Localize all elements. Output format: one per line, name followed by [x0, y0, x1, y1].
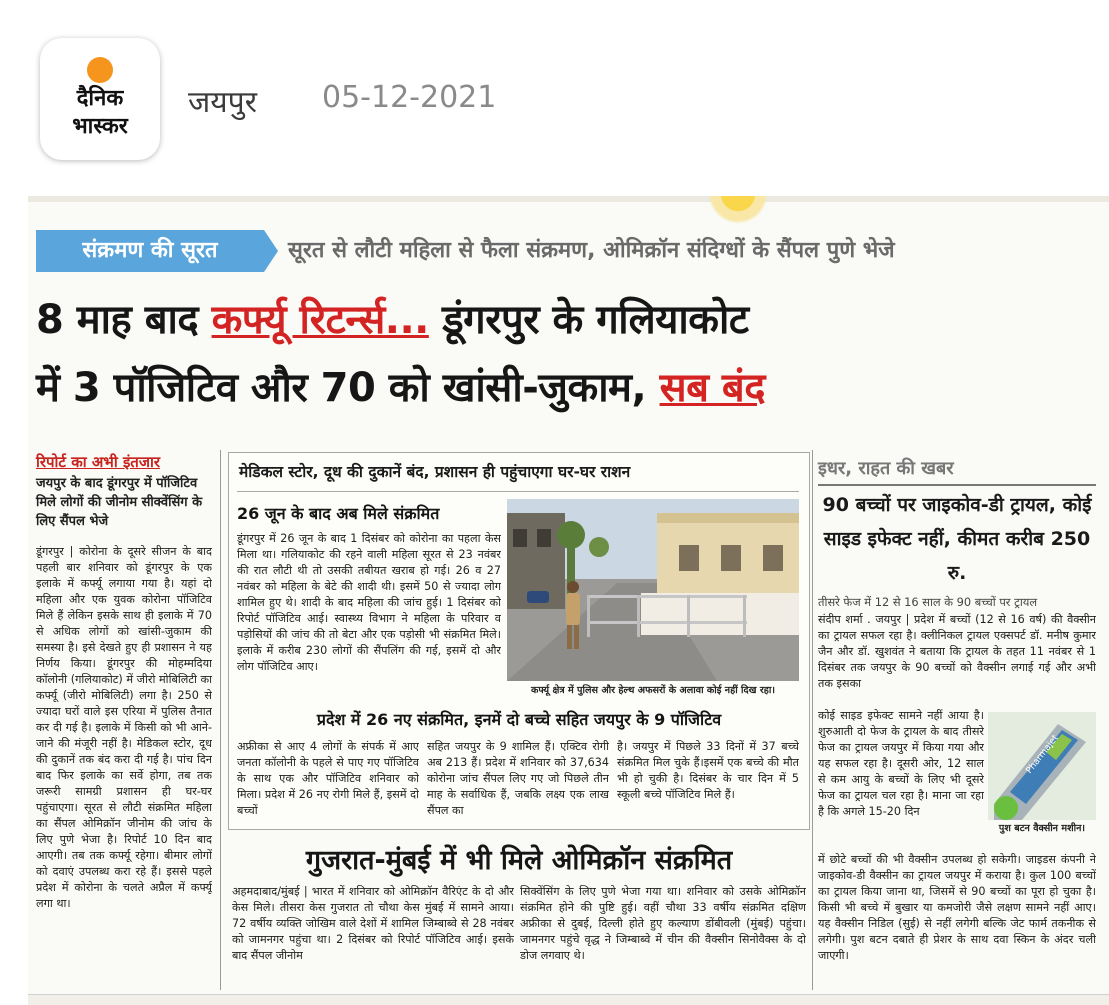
kicker-bar: [36, 226, 1098, 276]
headline-highlight: कर्फ्यू रिटर्न्स...: [211, 297, 429, 343]
kicker-text: सूरत से लौटी महिला से फैला संक्रमण, ओमिक्रॉन संदिग्धों के सैंपल पुणे भेजे: [288, 238, 895, 263]
column-divider: [812, 450, 813, 990]
street-scene-image: [507, 499, 799, 681]
left-column-subhead: जयपुर के बाद डूंगरपुर में पॉजिटिव मिले लोगों की जीनोम सीक्वेंसिंग के लिए सैंपल भेजे: [36, 476, 203, 529]
gujarat-body-col-1: अहमदाबाद/मुंबई | भारत में शनिवार को ओमिक्रॉन वैरिएंट के दो और केस मिले। तीसरा केस गुजरात तो चौथा केस मुंबई में सामने आया। 72 वर्षीय व्यक्ति जोखिम वाले देशों में शामिल जिम्बाब्वे से 28 नवंबर को जामनगर पहुंचा था। 2 दिसंबर को रिपोर्ट पॉजिटिव आई। इसके बाद सैंपल जीनोम: [232, 885, 514, 962]
middle-box-headline: मेडिकल स्टोर, दूध की दुकानें बंद, प्रशासन ही पहुंचाएगा घर-घर राशन: [239, 463, 631, 481]
column-divider: [220, 450, 221, 990]
vaccine-device-photo: [988, 712, 1096, 820]
divider: [818, 484, 1096, 486]
edition-date[interactable]: 05-12-2021: [322, 80, 497, 115]
page-bottom-edge: [28, 994, 1109, 1005]
dainik-bhaskar-logo[interactable]: [40, 38, 160, 160]
device-brand-label: Pharmajet: [1024, 733, 1061, 776]
state-headline: प्रदेश में 26 नए संक्रमित, इनमें दो बच्चे सहित जयपुर के 9 पॉजिटिव: [316, 710, 722, 729]
state-body-col-3: है। जयपुर में पिछले 33 दिनों में 37 बच्चे संक्रमित मिल चुके हैं।इसमें एक बच्चे की मौत भी हो चुकी है। दिसंबर के चार दिन में 5 स्कूली बच्चे पॉजिटिव मिले हैं।: [617, 740, 799, 801]
left-column-body: डूंगरपुर | कोरोना के दूसरे सीजन के बाद पहली बार शनिवार को डूंगरपुर के एक इलाके में कर्फ्यू लगाया गया है। यहां दो महिला और एक युवक कोरोना पॉजिटिव मिले हैं लेकिन इसके साथ ही इलाके में 70 से अधिक लोगों को खांसी-जुकाम की समस्या है। इसे देखते हुए ही प्रशासन ने यह निर्णय किया। डूंगरपुर की मोहम्मदिया कॉलोनी (गलियाकोट) में जीरो मोबिलिटी का कर्फ्यू (जीरो मोबिलिटी) लगा है। 250 से ज्यादा घरों वाले इस एरिया में पुलिस तैनात कर दी गई है। इलाके में किसी को भी आने-जाने की मंजूरी नहीं है। मेडिकल स्टोर, दूध की दुकानें तक बंद करा दी गई है। पांच दिन बाद फिर इलाके का सर्वे होगा, तब तक जरूरी सामग्री प्रशासन ही घर-घर पहुंचाएगा। सूरत से लौटी संक्रमित महिला का सैंपल ओमिक्रॉन जीनोम की जांच के लिए पुणे भेजा है। रिपोर्ट 10 दिन बाद आएगी। तब तक कर्फ्यू रहेगा। बीमार लोगों को दवाएं उपलब्ध करा रहे हैं। इससे पहले प्रदेश में कोरोना के चलते अप्रैल में कर्फ्यू लगा था।: [36, 545, 212, 910]
right-column-body-1: संदीप शर्मा . जयपुर | प्रदेश में बच्चों (12 से 16 वर्ष) की वैक्सीन का ट्रायल सफल रहा है। क्लीनिकल ट्रायल एक्सपर्ट डॉ. मनीष कुमार जैन और डॉ. खुशवंत ने बताया कि ट्रायल के तहत 11 नवंबर से 1 दिसंबर तक जयपुर के 90 बच्चों को वैक्सीन लगाई गई और अभी तक इसका: [818, 613, 1096, 690]
vaccine-device-image: [988, 712, 1096, 820]
headline-part: 8 माह बाद: [36, 297, 212, 343]
right-column-label: इधर, राहत की खबर: [818, 458, 954, 479]
headline-line-1: [36, 288, 749, 352]
photo-caption: कर्फ्यू क्षेत्र में पुलिस और हेल्थ अफसरों के अलावा कोई नहीं दिख रहा।: [531, 685, 775, 696]
gujarat-headline: गुजरात-मुंबई में भी मिले ओमिक्रॉन संक्रमित: [305, 845, 733, 876]
kicker-label: संक्रमण की सूरत: [36, 230, 264, 272]
divider: [237, 491, 799, 492]
right-column-body-2: कोई साइड इफेक्ट सामने नहीं आया है। शुरुआती दो फेज के ट्रायल के बाद तीसरे फेज का ट्रायल जयपुर में किया गया और यह सफल रहा है। दूसरी ओर, 12 साल से कम आयु के बच्चों के लिए भी दूसरे फेज का ट्रायल चल रहा है। माना जा रहा है कि अगले 15-20 दिन: [818, 709, 984, 818]
story-body: डूंगरपुर में 26 जून के बाद 1 दिसंबर को कोरोना का पहला केस मिला था। गलियाकोट की रहने वाली महिला सूरत से 23 नवंबर की रात लौटी थी तो उसकी तबीयत खराब हो गई। 26 व 27 नवंबर को महिला के बेटे की शादी थी। इसमें 50 से ज्यादा लोग शामिल हुए थे। शादी के बाद महिला की जांच हुई। 1 दिसंबर को रिपोर्ट पॉजिटिव आई। स्वास्थ्य विभाग ने महिला के परिवार व पड़ोसियों की जांच की तो बेटा और एक पड़ोसी भी संक्रमित मिले। इलाके में करीब 230 लोगों की सैंपलिंग की गई, इसमें दो और लोग पॉजिटिव आए।: [237, 532, 501, 673]
state-body-col-1: अफ्रीका से आए 4 लोगों के संपर्क में आए जनता कॉलोनी के पहले से पाए गए पॉजिटिव के साथ एक और पॉजिटिव शनिवार को मिला। प्रदेश में 26 नए रोगी मिले हैं, इसमें दो बच्चों: [237, 740, 419, 817]
middle-story-box: [228, 452, 810, 830]
headline-line-2: [36, 356, 765, 420]
right-column-subhead: तीसरे फेज में 12 से 16 साल के 90 बच्चों पर ट्रायल: [818, 595, 1038, 609]
curfew-street-photo: [507, 499, 799, 681]
right-column-headline: 90 बच्चों पर जाइकोव-डी ट्रायल, कोई साइड इफेक्ट नहीं, कीमत करीब 250 रु.: [822, 494, 1092, 584]
gujarat-body-col-2: सिक्वेंसिंग के लिए पुणे भेजा गया था। शनिवार को उसके ओमिक्रॉन संक्रमित होने की पुष्टि हुई। वहीं चौथा 33 वर्षीय संक्रमित दक्षिण अफ्रीका से दुबई, दिल्ली होते हुए कल्याण डोंबीवली (मुंबई) पहुंचा। जामनगर पहुंचे वृद्ध ने जिम्बाब्वे में चीन की वैक्सीन सिनोवैक्स के दो डोज लगवाए थे।: [520, 885, 806, 962]
logo-text-line1: दैनिक: [76, 86, 124, 111]
sun-icon: [87, 57, 113, 83]
story-headline: 26 जून के बाद अब मिले संक्रमित: [237, 504, 440, 523]
headline-part: में 3 पॉजिटिव और 70 को खांसी-जुकाम,: [36, 365, 660, 411]
headline-part: डूंगरपुर के गलियाकोट: [428, 297, 749, 343]
kicker-arrow: [264, 230, 278, 272]
logo-text-line2: भास्कर: [72, 114, 128, 139]
state-body-col-2: सहित जयपुर के 9 शामिल हैं। एक्टिव रोगी अब 213 हैं। प्रदेश में शनिवार को 37,634 कोरोना जांच सैंपल लिए गए जो पिछले तीन माह के सर्वाधिक हैं, जबकि लक्ष्य एक लाख सैंपल का: [427, 740, 609, 817]
app-header: [0, 0, 1109, 196]
masthead-sun-decoration: [702, 196, 774, 228]
headline-highlight: सब बंद: [659, 365, 765, 411]
right-column-body-3: में छोटे बच्चों की भी वैक्सीन उपलब्ध हो सकेगी। जाइडस कंपनी ने जाइकोव-डी वैक्सीन का ट्रायल जयपुर में कराया है। कुल 100 बच्चों का ट्रायल किया जाना था, जिसमें से 90 बच्चों का पूरा हो चुका है। किसी भी बच्चे में बुखार या कमजोरी जैसे लक्षण सामने नहीं आए। यह वैक्सीन निडिल (सुई) से नहीं लगेगी बल्कि जेट फार्म तकनीक से लगेगी। पुश बटन दबाते ही प्रेशर के साथ दवा स्किन के अंदर चली जाएगी।: [818, 853, 1096, 962]
device-photo-caption: पुश बटन वैक्सीन मशीन।: [998, 823, 1086, 834]
page-top-edge: [28, 196, 1109, 202]
left-column-label: रिपोर्ट का अभी इंतजार: [36, 453, 161, 471]
edition-city[interactable]: जयपुर: [188, 85, 257, 120]
